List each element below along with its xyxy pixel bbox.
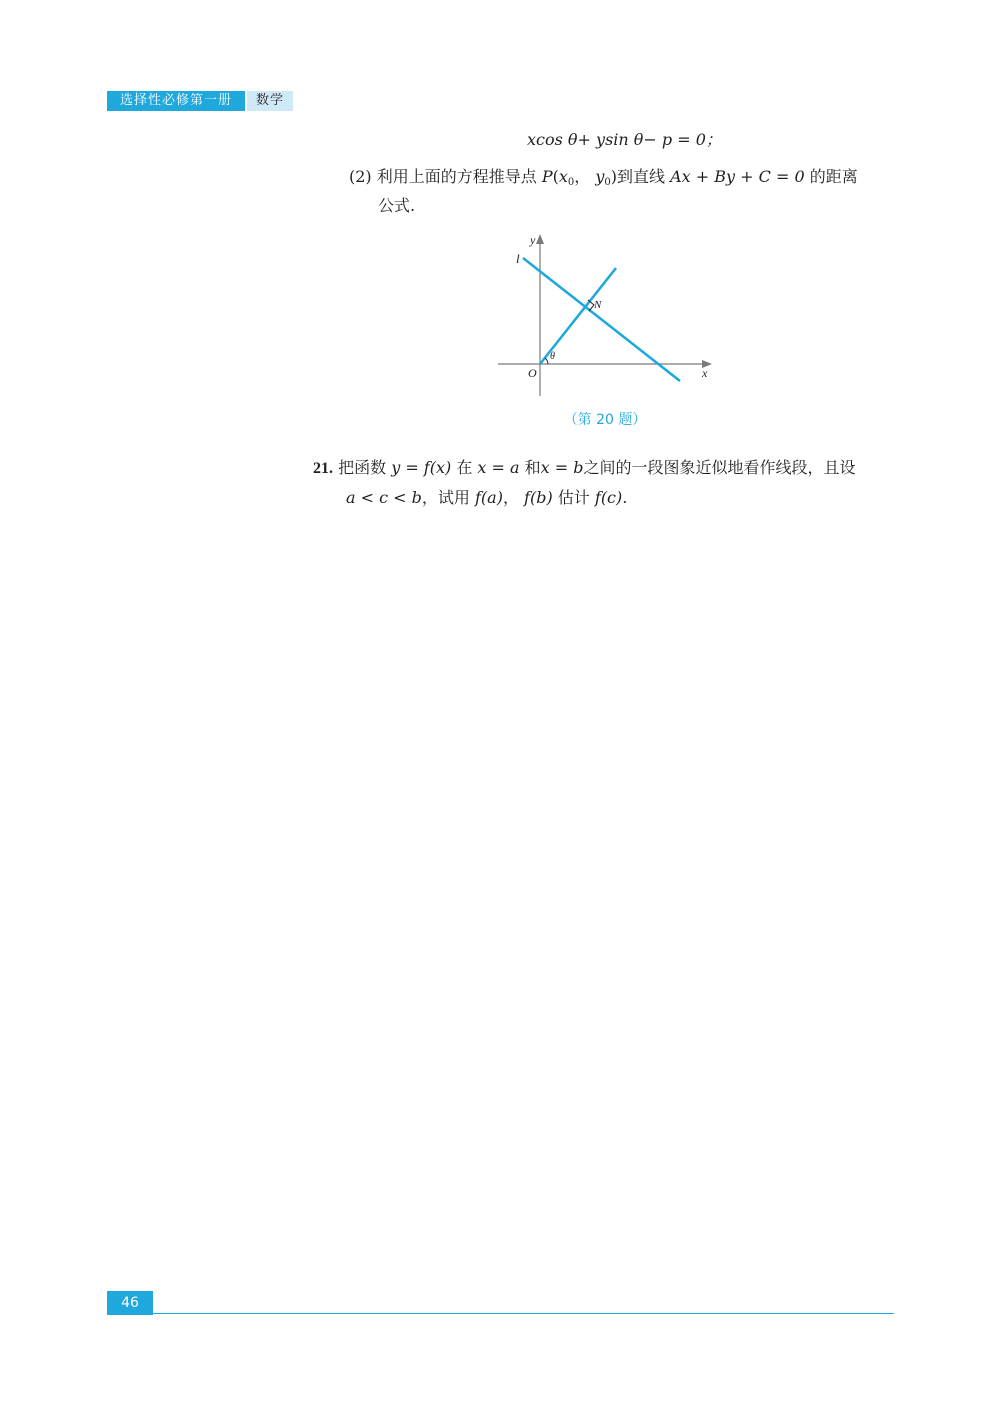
x0-subscript: 0 [567,177,575,188]
part2-suffix: 的距离 [804,167,858,186]
q21-text: 之间的一段图象近似地看作线段，且设 [583,458,856,477]
q21-xb: x = b [540,458,584,477]
figure-20 [490,228,720,400]
q21-text: 和 [519,458,541,477]
point-name: P [541,167,553,186]
line-equation: Ax + By + C = 0 [670,167,805,186]
page-number: 46 [107,1291,153,1315]
part2-line2: 公式. [378,196,416,215]
label-N: N [594,299,602,311]
q21-function: y = f(x) [391,458,452,477]
y-axis-arrow [536,234,544,244]
distance-equation: xcos θ+ ysin θ− p = 0； [527,130,722,149]
q21-text: 在 [451,458,478,477]
q21-text: . [622,488,628,507]
figure-caption: （第 20 题） [563,412,647,428]
paren-close: ) [610,167,618,186]
label-l: l [516,251,520,266]
x0-var: x [558,167,568,186]
q21-xa: x = a [477,458,520,477]
label-O: O [528,366,537,380]
q21-inequality: a < c < b [346,488,422,507]
q21-fb: f(b) [524,488,553,507]
q21-fa: f(a) [475,488,503,507]
question-21-line2 [346,485,627,508]
subject-label: 数学 [247,91,293,111]
q21-text: ，试用 [421,488,475,507]
part2-line1 [349,164,858,188]
y0-subscript: 0 [604,177,611,188]
q21-text: ， [502,488,525,507]
book-title: 选择性必修第一册 [107,91,245,111]
part2-mid: 到直线 [617,167,671,186]
question-number: 21. [313,460,333,477]
paren-open: ( [552,167,559,186]
comma: ， [574,167,596,186]
footer-rule [153,1313,894,1314]
y0-var: y [595,167,605,186]
part2-text: (2) 利用上面的方程推导点 [349,167,542,186]
label-theta: θ [550,351,555,362]
q21-fc: f(c) [594,488,623,507]
question-21-line1 [313,455,856,478]
q21-text: 估计 [552,488,595,507]
q21-text: 把函数 [338,458,392,477]
line-ON [540,268,616,364]
line-l [523,258,680,381]
label-x: x [702,366,708,380]
label-y: y [530,233,536,247]
theta-arc [545,358,548,364]
running-header [107,91,293,111]
